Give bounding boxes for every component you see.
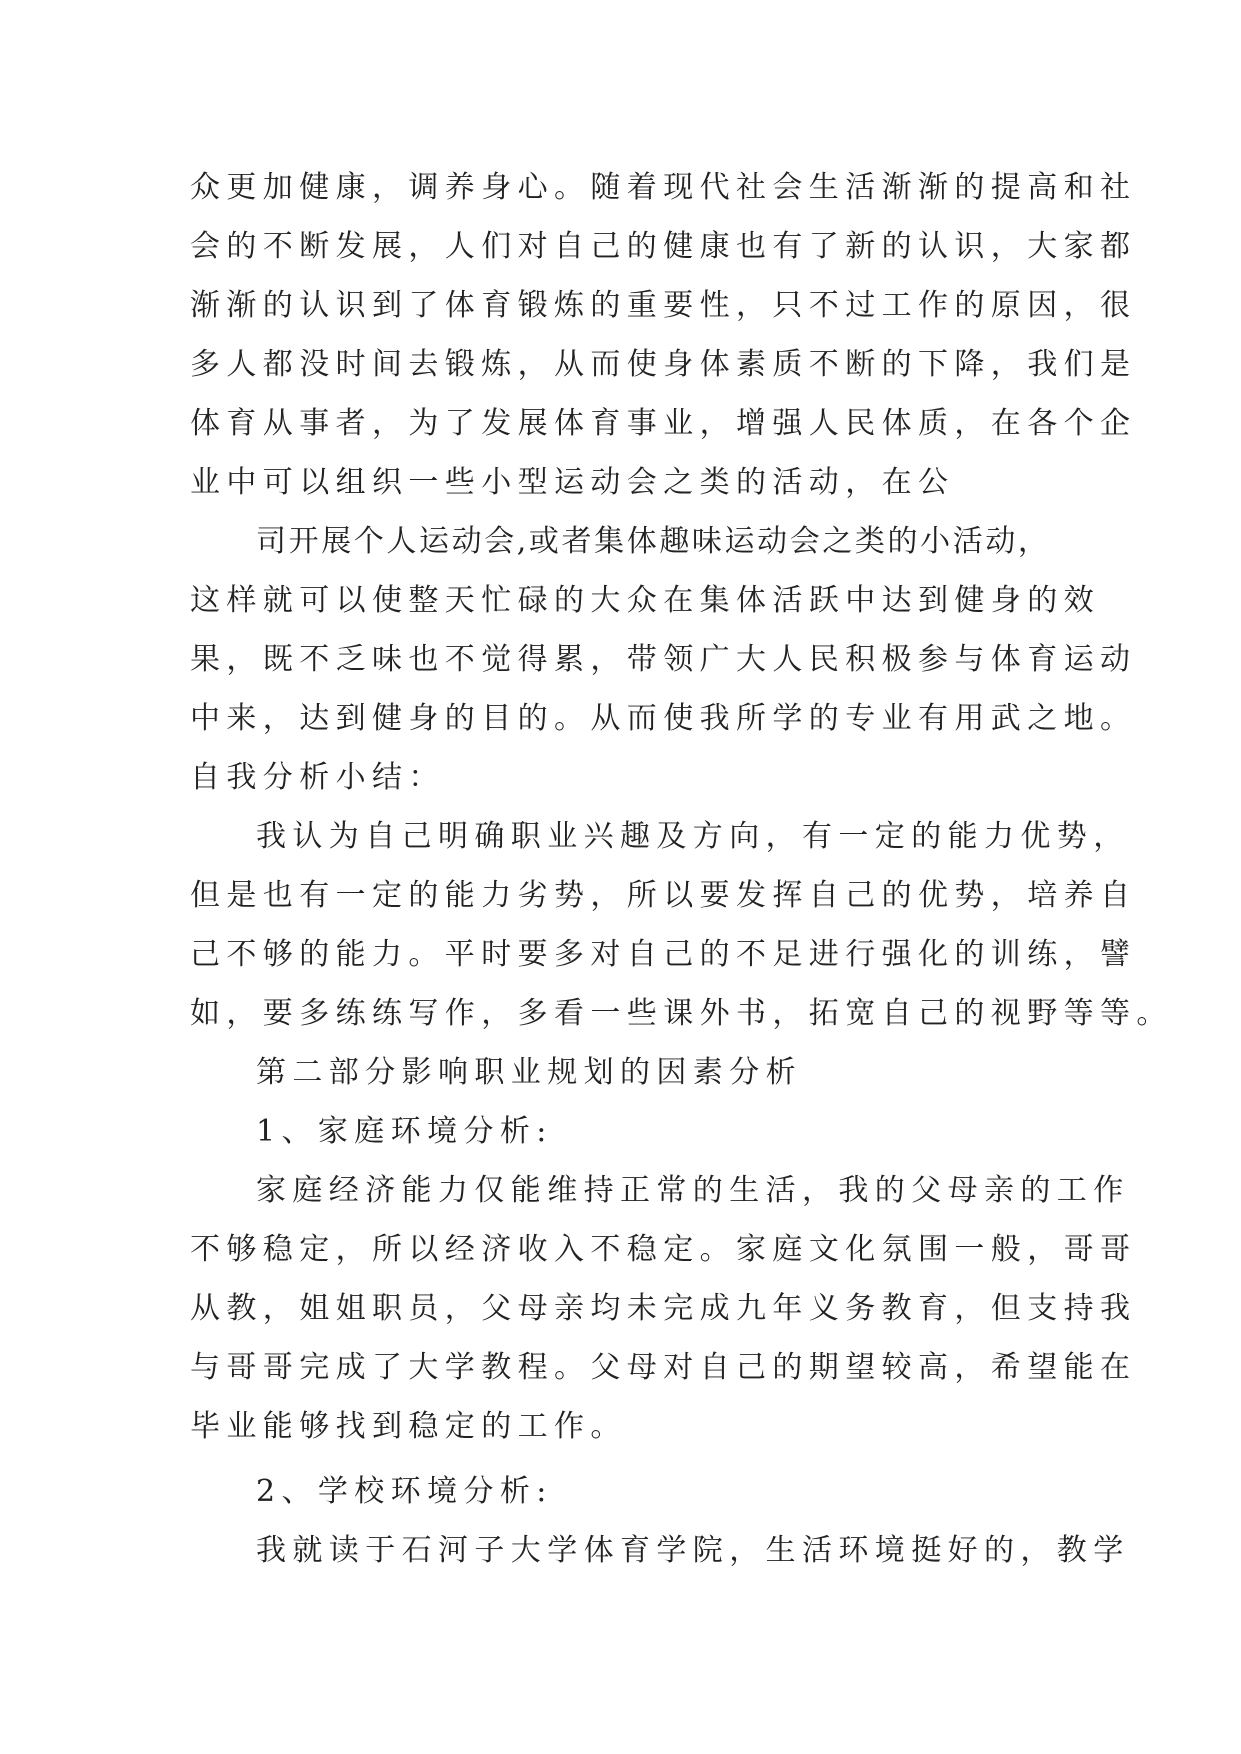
text-line: 与哥哥完成了大学教程。父母对自己的期望较高，希望能在 [190,1350,1137,1385]
part-heading: 第二部分影响职业规划的因素分析 [256,1055,802,1090]
text-line: 毕业能够找到稳定的工作。 [190,1409,627,1444]
body-text [190,158,1173,1580]
text-line: 不够稳定，所以经济收入不稳定。家庭文化氛围一般，哥哥 [190,1232,1137,1267]
subsection-heading: 1、家庭环境分析: [256,1114,553,1149]
text-line: 果，既不乏味也不觉得累，带领广大人民积极参与体育运动 [190,642,1137,677]
text-line: 从教，姐姐职员，父母亲均未完成九年义务教育，但支持我 [190,1291,1137,1326]
text-line: 体育从事者，为了发展体育事业，增强人民体质，在各个企 [190,406,1137,441]
text-line: 这样就可以使整天忙碌的大众在集体活跃中达到健身的效 [190,583,1100,618]
text-line: 如，要多练练写作，多看一些课外书，拓宽自己的视野等等。 [190,996,1173,1031]
text-line: 众更加健康，调养身心。随着现代社会生活渐渐的提高和社 [190,170,1137,205]
text-line: 己不够的能力。平时要多对自己的不足进行强化的训练，譬 [190,937,1137,972]
text-line: 多人都没时间去锻炼，从而使身体素质不断的下降，我们是 [190,347,1137,382]
section-heading: 自我分析小结： [190,760,445,795]
text-line: 业中可以组织一些小型运动会之类的活动，在公 [190,465,955,500]
paragraph-start: 我就读于石河子大学体育学院，生活环境挺好的，教学 [256,1533,1130,1568]
paragraph-start: 我认为自己明确职业兴趣及方向，有一定的能力优势， [256,819,1130,854]
paragraph-start: 司开展个人运动会,或者集体趣味运动会之类的小活动， [256,524,1051,559]
text-line: 但是也有一定的能力劣势，所以要发挥自己的优势，培养自 [190,878,1137,913]
paragraph-start: 家庭经济能力仅能维持正常的生活，我的父母亲的工作 [256,1173,1130,1208]
text-line: 渐渐的认识到了体育锻炼的重要性，只不过工作的原因，很 [190,288,1137,323]
text-line: 中来，达到健身的目的。从而使我所学的专业有用武之地。 [190,701,1137,736]
text-line: 会的不断发展，人们对自己的健康也有了新的认识，大家都 [190,229,1137,264]
subsection-heading: 2、学校环境分析: [256,1474,553,1509]
